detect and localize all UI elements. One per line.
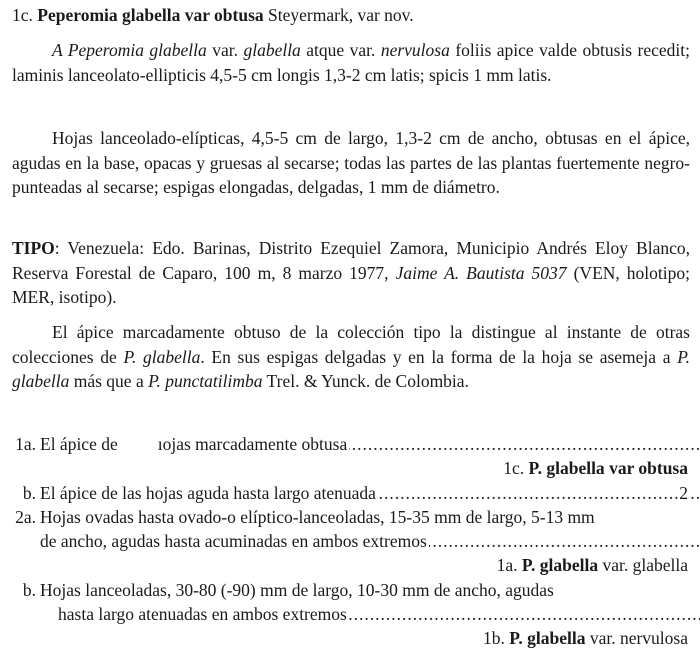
key-result-1b: 1b. P. glabella var. nervulosa xyxy=(483,628,688,648)
key-label: 2a. xyxy=(15,507,36,527)
key-row-1b: b. El ápice de las hojas aguda hasta largo atenuada ..... 2 xyxy=(0,481,700,505)
key-row-1a: 1a. El ápice de ıojas marcadamente obtusa ..... xyxy=(0,432,700,456)
key-row-2b-cont: hasta largo atenuadas en ambos extremos ..... xyxy=(0,602,700,626)
type-citation: TIPO: Venezuela: Edo. Barinas, Distrito Ezequiel Zamora, Municipio Andrés Eloy Blanco, Reserva Forestal de Caparo, 100 m, 8 marzo 1977, Jaime A. Bautista 5037 (VEN, holotipo; MER, isotipo). xyxy=(12,238,690,307)
key-label: 1a. xyxy=(15,434,36,454)
collector: Jaime A. Bautista 5037 xyxy=(395,262,567,283)
discussion-paragraph: El ápice marcadamente obtuso de la colección tipo la distingue al instante de otras colecciones de P. glabella. En sus espigas delgadas y en la forma de la hoja se asemeja a P. glabella más que a P. punctatilimba Trel. & Yunck. de Colombia. xyxy=(12,322,691,391)
type-label: TIPO xyxy=(12,238,55,258)
latin-diagnosis: A Peperomia glabella var. glabella atque var. nervulosa foliis apice valde obtusis recedit; laminis lanceolato-ellipticis 4,5-5 cm longis 1,3-2 cm latis; spicis 1 mm latis. xyxy=(12,40,690,85)
taxon-heading xyxy=(12,4,692,26)
key-label: b. xyxy=(22,580,36,600)
key-result-1a: 1a. P. glabella var. glabella xyxy=(496,555,688,575)
taxon-name: Peperomia glabella var obtusa xyxy=(37,5,264,25)
spanish-description: Hojas lanceolado-elípticas, 4,5-5 cm de largo, 1,3-2 cm de ancho, obtusas en el ápice, agudas en la base, opacas y gruesas al secarse; todas las partes de las plantas fuertemente negro-punteadas al secarse; espigas elongadas, delgadas, 1 mm de diámetro. xyxy=(12,128,690,197)
taxon-authority: Steyermark, var nov. xyxy=(268,5,414,25)
key-lead: 2 xyxy=(679,483,688,503)
key-row-2a-cont: de ancho, agudas hasta acuminadas en ambos extremos ..... xyxy=(0,529,700,553)
key-label: b. xyxy=(22,483,36,503)
taxon-number: 1c. xyxy=(12,5,33,25)
key-row-2a: 2a. Hojas ovadas hasta ovado-o elíptico-lanceoladas, 15-35 mm de largo, 5-13 mm xyxy=(0,505,700,529)
key-row-2b: b. Hojas lanceoladas, 30-80 (-90) mm de largo, 10-30 mm de ancho, agudas xyxy=(0,578,700,602)
latin-species: Peperomia glabella xyxy=(67,40,207,60)
key-result-1c: 1c. P. glabella var obtusa xyxy=(503,458,688,478)
